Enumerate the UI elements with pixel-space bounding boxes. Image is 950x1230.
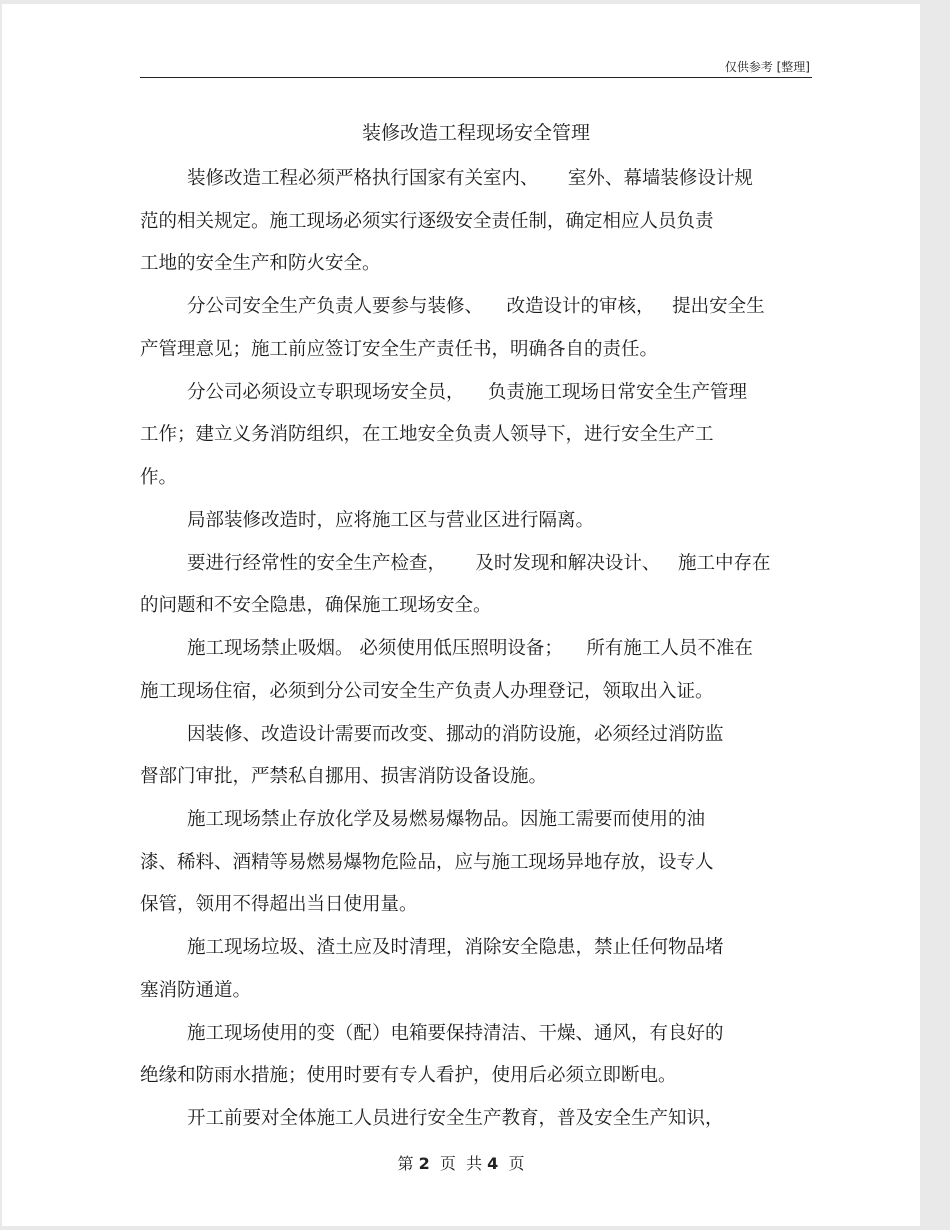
paragraph-line: 范的相关规定。施工现场必须实行逐级安全责任制，确定相应人员负责 [140,210,714,232]
paragraph-line: 分公司安全生产负责人要参与装修、 改造设计的审核， 提出安全生 [187,296,765,317]
paragraph-line: 施工现场禁止吸烟。 必须使用低压照明设备； 所有施工人员不准在 [187,638,753,659]
paragraph-line: 绝缘和防雨水措施；使用时要有专人看护，使用后必须立即断电。 [140,1065,677,1086]
header-divider [140,77,812,78]
paragraph [140,1013,812,1098]
footer-middle: 页 共 [429,1154,488,1173]
paragraph [140,500,812,543]
paragraph [140,543,812,628]
paragraph [140,372,812,500]
paragraph-line: 督部门审批，严禁私自挪用、损害消防设备设施。 [140,766,548,787]
paragraph [140,286,812,371]
footer-prefix: 第 [397,1154,419,1173]
paragraph [140,1098,812,1141]
paragraph-line: 施工现场禁止存放化学及易燃易爆物品。因施工需要而使用的油 [187,809,706,830]
paragraph-line: 的问题和不安全隐患，确保施工现场安全。 [140,595,492,616]
paragraph-line: 要进行经常性的安全生产检查， 及时发现和解决设计、 施工中存在 [187,552,771,574]
paragraph-line: 施工现场使用的变（配）电箱要保持清洁、干燥、通风，有良好的 [187,1022,724,1044]
footer-suffix: 页 [498,1154,525,1173]
paragraph-line: 局部装修改造时，应将施工区与营业区进行隔离。 [187,509,595,531]
total-pages-number: 4 [487,1154,499,1173]
paragraph-line: 施工现场住宿，必须到分公司安全生产负责人办理登记，领取出入证。 [140,680,714,702]
paragraph-line: 装修改造工程必须严格执行国家有关室内、 室外、幕墙装修设计规 [187,168,753,189]
paragraph [140,158,812,286]
document-body [140,158,812,1141]
current-page-number: 2 [418,1154,430,1173]
paragraph-line: 因装修、改造设计需要而改变、挪动的消防设施，必须经过消防监 [187,723,724,745]
paragraph-line: 产管理意见；施工前应签订安全生产责任书，明确各自的责任。 [140,338,659,360]
document-page [2,4,920,1226]
paragraph-line: 工作；建立义务消防组织，在工地安全负责人领导下，进行安全生产工 [140,424,714,445]
paragraph [140,927,812,1012]
page-footer [2,1151,920,1174]
paragraph-line: 开工前要对全体施工人员进行安全生产教育，普及安全生产知识， [187,1108,724,1129]
document-title: 装修改造工程现场安全管理 [361,122,590,144]
paragraph [140,628,812,713]
paragraph-line: 工地的安全生产和防火安全。 [140,253,381,274]
paragraph-line: 施工现场垃圾、渣土应及时清理，消除安全隐患，禁止任何物品堵 [187,937,724,958]
paragraph-line: 分公司必须设立专职现场安全员， 负责施工现场日常安全生产管理 [187,381,748,403]
paragraph [140,799,812,927]
paragraph [140,714,812,799]
paragraph-line: 塞消防通道。 [140,979,252,1001]
paragraph-line: 漆、稀料、酒精等易燃易爆物危险品，应与施工现场异地存放，设专人 [140,851,714,873]
paragraph-line: 保管，领用不得超出当日使用量。 [140,894,418,915]
paragraph-line: 作。 [140,466,178,488]
header-note: 仅供参考 [整理] [724,60,810,74]
